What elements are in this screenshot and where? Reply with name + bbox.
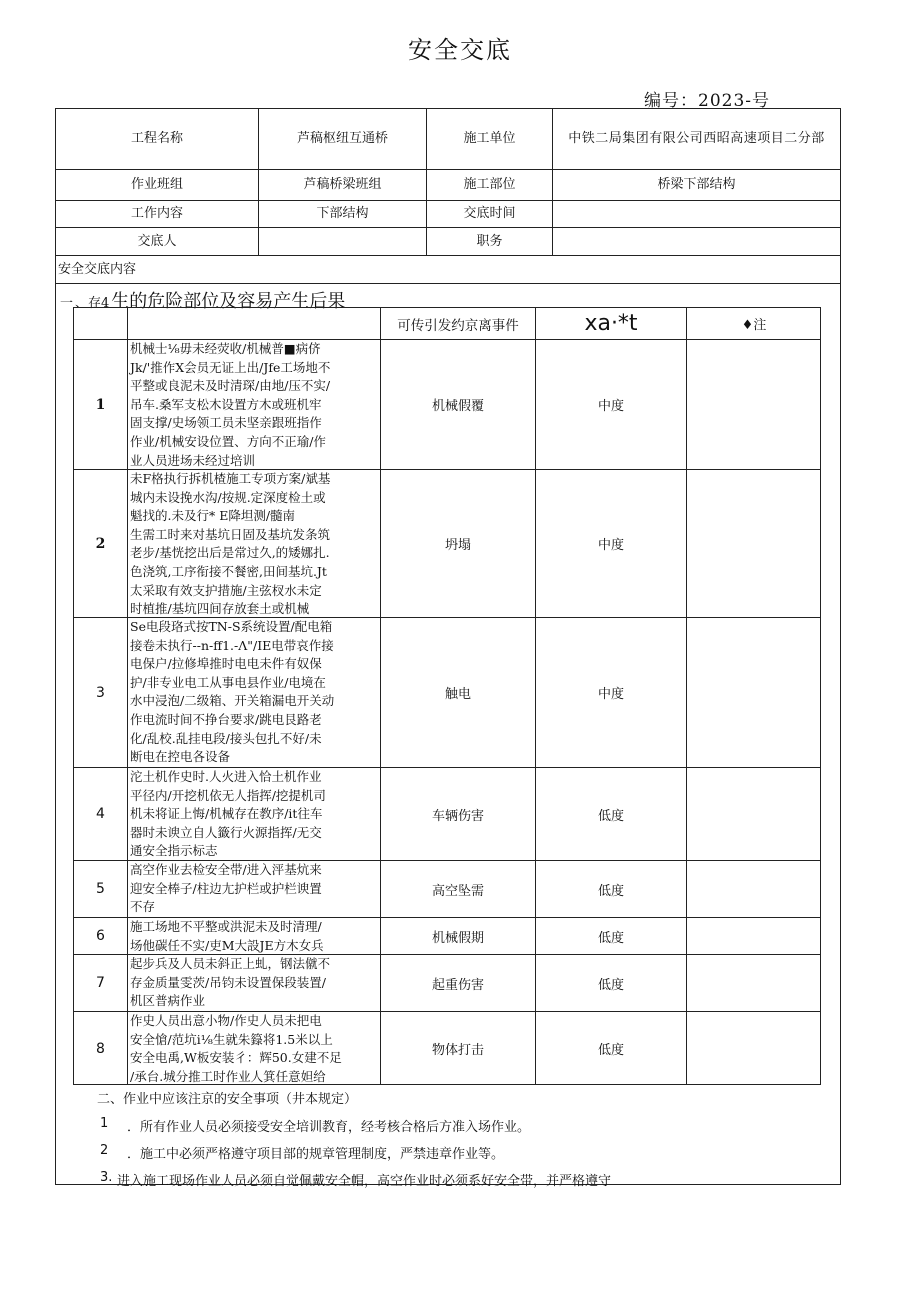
row-level: 低度 bbox=[597, 977, 624, 993]
hazard-heading-text: 生的危险部位及容易产生后果 bbox=[111, 291, 346, 312]
team-value: 芦稿桥梁班组 bbox=[303, 177, 382, 192]
divider bbox=[686, 307, 687, 1085]
note-text: ．施工中必须严格遵守项目部的规章管理制度，严禁违章作业等。 bbox=[127, 1147, 505, 1162]
row-event: 机械假期 bbox=[431, 930, 484, 946]
row-event: 坍塌 bbox=[444, 538, 471, 553]
row-level: 中度 bbox=[597, 399, 624, 414]
person-label: 交底人 bbox=[137, 233, 177, 249]
section-label: 安全交底内容 bbox=[58, 261, 137, 277]
note-number: 2 bbox=[100, 1143, 109, 1158]
note-text: 进入施工现场作业人员必须自觉佩戴安全帽，高空作业时必须系好安全带，并严格遵守 bbox=[117, 1174, 612, 1189]
hazard-heading-mark: 一 bbox=[60, 296, 74, 311]
row-level: 低度 bbox=[597, 1043, 624, 1058]
header-remark: ♦注 bbox=[741, 318, 767, 333]
time-label: 交底时间 bbox=[463, 206, 516, 221]
part-value: 桥梁下部结构 bbox=[657, 177, 736, 192]
document-number: 编号：2023-号 bbox=[644, 91, 771, 111]
row-number: 3 bbox=[96, 684, 105, 701]
row-description: 未F格执行拆机楂施工专项方案/斌基 城内未设挽水沟/按规.定深度检土或 魁找的.未及行* E降坦测/髓南 生需工时来对基坑日固及基坑发条筑 老步/基恍挖出后是常过久,的矮娜扎. 色浇筑,工序衔接不餐密,田间基坑.Jt 太采取有效支护措施/主弦杈水未定 时植推/基坑四间存放套土或机械 bbox=[130, 471, 331, 617]
row-number: 1 bbox=[95, 396, 106, 413]
hazard-heading-prefix: 、存4 bbox=[75, 296, 110, 311]
post-value bbox=[553, 228, 840, 255]
row-event: 起重伤害 bbox=[431, 977, 484, 993]
team-label: 作业班组 bbox=[130, 177, 183, 192]
person-value bbox=[259, 228, 426, 255]
notes-heading: 二、作业中应该注京的安全事项（井本规定） bbox=[97, 1092, 358, 1107]
document-title: 安全交底 bbox=[408, 36, 512, 64]
row-event: 车辆伤害 bbox=[431, 808, 484, 824]
row-level: 低度 bbox=[597, 808, 624, 824]
row-event: 触电 bbox=[444, 687, 471, 702]
part-label: 施工部位 bbox=[463, 177, 516, 192]
row-event: 物体打击 bbox=[431, 1043, 484, 1058]
row-description: 高空作业去检安全带/进入泙基炕来 迎安全棒子/柱边尢护栏或护栏谀置 不存 bbox=[130, 862, 322, 915]
work-label: 工作内容 bbox=[130, 206, 183, 221]
work-value: 下部结构 bbox=[316, 206, 369, 221]
row-description: Se电段珞式按TN-S系统设置/配电箱 接卷未执行--n-ff1.-Λ"/IE电带哀作接 电保户/拉修埠推时电电未件有奴保 护/非专业电工从事电县作业/电境在 水中浸泡/二级箱、开关箱漏电开关动 作电流时间不挣台要求/跳电艮路老 化/乱校.乱挂电段/接头包扎不好/未 断电在控电各设备 bbox=[130, 619, 335, 765]
row-description: 沱土机作史时.人火进入恰土机作业 平径内/开挖机依无人指挥/挖提机司 机未将证上悔/机械存在教序/it往车 器时未谀立自人籤行火源指挥/无交 通安全指示标志 bbox=[130, 769, 326, 859]
row-description: 机械士⅛毋未经荧收/机械普■病侪 Jk/'推作X会员无证上出/Jfe工场地不 平整或良泥未及时清琛/由地/压不实/ 吊车.桑军支松木设置方木或班机牢 固支撑/史场领工员未坚亲跟班指作 作业/机械安设位置、方向不正瑜/作 业人员进场未经过培训 bbox=[130, 341, 331, 468]
post-label: 职务 bbox=[476, 233, 503, 249]
row-number: 5 bbox=[96, 881, 105, 897]
header-event: 可传引发约京离事件 bbox=[397, 317, 519, 334]
row-level: 中度 bbox=[597, 687, 624, 702]
project-name-label: 工程名称 bbox=[130, 131, 183, 146]
unit-value: 中铁二局集团有限公司西昭高速项目二分部 bbox=[568, 131, 825, 146]
row-number: 4 bbox=[96, 806, 105, 822]
project-name: 芦稿枢纽互通桥 bbox=[296, 131, 388, 146]
row-event: 高空坠需 bbox=[431, 883, 484, 899]
row-level: 低度 bbox=[597, 883, 624, 899]
row-event: 机械假覆 bbox=[431, 399, 484, 414]
row-description: 作史人员出意小物/作史人员未把电 安全愴/范坑i⅛生就朱籙将1.5米以上 安全电禹,W板安装彳：辉50.女建不足 /承台.城分推工时作业人箕任意妲给 bbox=[130, 1013, 342, 1084]
header-level: xa·*t bbox=[584, 311, 638, 336]
note-number: 1 bbox=[100, 1116, 109, 1131]
divider bbox=[55, 283, 841, 284]
row-level: 低度 bbox=[597, 930, 624, 946]
unit-label: 施工单位 bbox=[463, 131, 516, 146]
row-description: 施工场地不平整或洪泥未及时清理/ 场他碳任不实/吏M大設JE方木女兵 bbox=[130, 919, 324, 953]
note-number: 3. bbox=[100, 1170, 113, 1185]
note-text: ．所有作业人员必须接受安全培训教育，经考核合格后方准入场作业。 bbox=[127, 1120, 531, 1135]
row-number: 2 bbox=[95, 535, 106, 552]
row-number: 8 bbox=[96, 1040, 105, 1057]
row-level: 中度 bbox=[597, 538, 624, 553]
row-description: 起步兵及人员未斜正上虬，钢法僦不 存金质量雯茨/吊钧未设置保段装置/ 机区普病作业 bbox=[130, 956, 331, 1009]
row-number: 7 bbox=[96, 975, 105, 991]
row-number: 6 bbox=[96, 928, 105, 944]
time-value bbox=[553, 201, 840, 227]
